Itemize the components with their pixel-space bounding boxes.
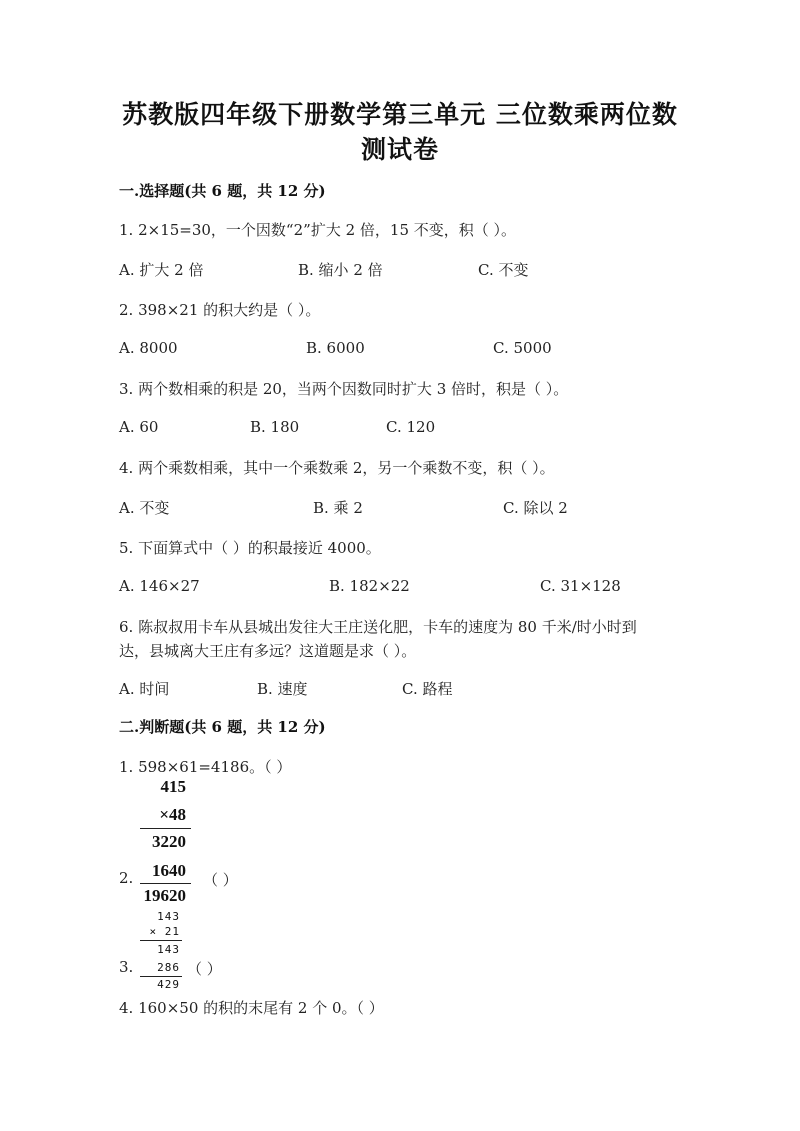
calc-divider xyxy=(140,883,191,884)
answer-parentheses[interactable]: （ ） xyxy=(187,960,222,978)
question-text: 1. 598×61=4186。（ ） xyxy=(119,758,292,776)
option-c[interactable]: C. 31×128 xyxy=(540,577,621,595)
option-c[interactable]: C. 不变 xyxy=(478,261,529,279)
question-text: 3. 两个数相乘的积是 20，当两个因数同时扩大 3 倍时，积是（ ）。 xyxy=(119,380,569,398)
question-text: 2. 398×21 的积大约是（ ）。 xyxy=(119,301,321,319)
option-c[interactable]: C. 120 xyxy=(386,418,436,436)
option-b[interactable]: B. 乘 2 xyxy=(313,499,363,517)
calc-divider xyxy=(140,940,182,941)
calc-row: 415 xyxy=(160,777,186,796)
calc-row: 19620 xyxy=(143,886,186,905)
calc-row: × 21 xyxy=(149,925,180,938)
option-b[interactable]: B. 速度 xyxy=(257,680,308,698)
title-line-2: 测试卷 xyxy=(360,135,439,164)
question-text-line-1: 6. 陈叔叔用卡车从县城出发往大王庄送化肥，卡车的速度为 80 千米/时小时到 xyxy=(119,618,637,636)
calc-row: 286 xyxy=(157,961,180,974)
question-number: 3. xyxy=(119,958,134,976)
option-a[interactable]: A. 60 xyxy=(119,418,159,436)
calc-row: 429 xyxy=(157,978,180,991)
calc-row: 1640 xyxy=(152,861,186,880)
option-b[interactable]: B. 6000 xyxy=(306,339,365,357)
option-a[interactable]: A. 时间 xyxy=(119,680,170,698)
option-c[interactable]: C. 5000 xyxy=(493,339,552,357)
option-a[interactable]: A. 扩大 2 倍 xyxy=(119,261,204,279)
option-b[interactable]: B. 180 xyxy=(250,418,300,436)
question-text: 4. 两个乘数相乘，其中一个乘数乘 2，另一个乘数不变，积（ ）。 xyxy=(119,459,555,477)
calc-row: ×48 xyxy=(159,805,186,824)
calc-row: 143 xyxy=(157,910,180,923)
option-b[interactable]: B. 缩小 2 倍 xyxy=(298,261,383,279)
option-a[interactable]: A. 146×27 xyxy=(119,577,200,595)
option-c[interactable]: C. 路程 xyxy=(402,680,453,698)
option-b[interactable]: B. 182×22 xyxy=(329,577,410,595)
title-line-1: 苏教版四年级下册数学第三单元 三位数乘两位数 xyxy=(122,100,678,129)
calc-divider xyxy=(140,976,182,977)
option-c[interactable]: C. 除以 2 xyxy=(503,499,568,517)
option-a[interactable]: A. 8000 xyxy=(119,339,178,357)
section-heading-judge: 二.判断题(共 6 题，共 12 分) xyxy=(119,718,326,736)
question-text: 4. 160×50 的积的末尾有 2 个 0。（ ） xyxy=(119,999,384,1017)
question-text-line-2: 达，县城离大王庄有多远？这道题是求（ ）。 xyxy=(119,642,417,660)
question-text: 1. 2×15=30，一个因数“2”扩大 2 倍，15 不变，积（ ）。 xyxy=(119,221,517,239)
question-text: 5. 下面算式中（ ）的积最接近 4000。 xyxy=(119,539,381,557)
calc-row: 143 xyxy=(157,943,180,956)
question-number: 2. xyxy=(119,869,134,887)
option-a[interactable]: A. 不变 xyxy=(119,499,170,517)
calc-divider xyxy=(140,828,191,829)
vertical-calculation xyxy=(140,775,200,907)
calc-row: 3220 xyxy=(152,832,186,851)
vertical-calculation xyxy=(140,910,190,995)
section-heading-choice: 一.选择题(共 6 题，共 12 分) xyxy=(119,182,326,200)
answer-parentheses[interactable]: （ ） xyxy=(203,871,238,889)
